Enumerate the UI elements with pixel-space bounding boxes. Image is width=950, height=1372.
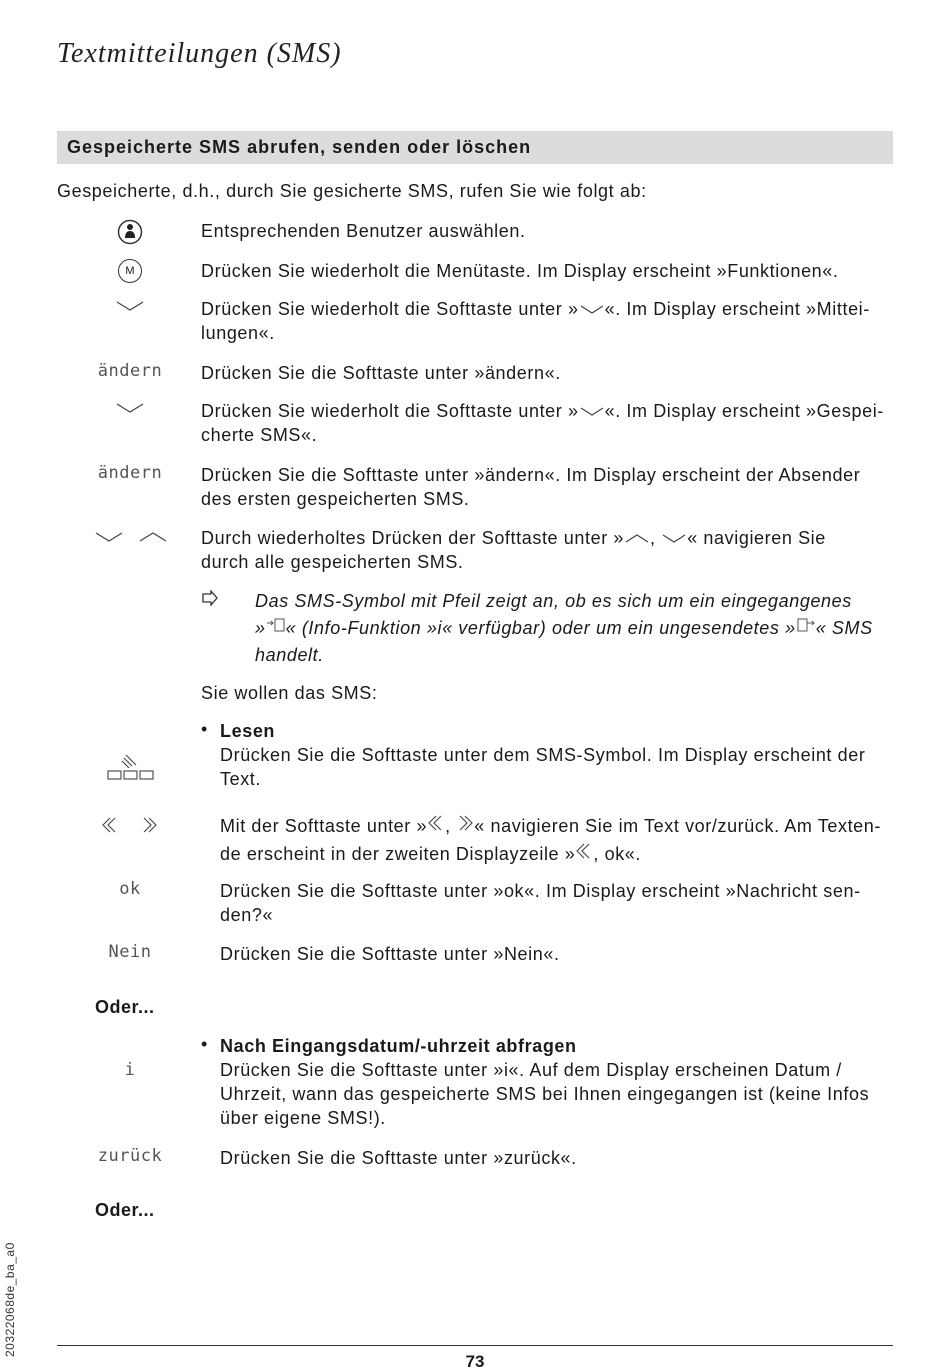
chevron-down-icon [579,405,605,417]
chevron-up-icon [624,532,650,544]
step-text: Drücken Sie die Softtaste unter »ändern«. Im Display erscheint der Absender des ersten gespeicherten SMS. [201,465,861,509]
display-softkey-aendern: ändern [97,463,163,483]
option-date-title: Nach Eingangsdatum/-uhrzeit abfragen [220,1036,577,1056]
intro-text: Gespeicherte, d.h., durch Sie gesicherte SMS, rufen Sie wie folgt ab: [57,181,647,201]
sms-symbol-icon [80,752,180,787]
section-title: Gespeicherte SMS abrufen, senden oder löschen [67,137,532,157]
step-text: Drücken Sie die Softtaste unter »Nein«. [220,944,560,964]
chevron-down-icon [80,401,180,420]
option-read-text: Drücken Sie die Softtaste unter dem SMS-Symbol. Im Display erscheint der Text. [220,745,866,789]
display-softkey-zurueck: zurück [97,1146,163,1166]
double-chevron-left-icon [427,814,445,832]
option-date [220,1034,892,1130]
bullet-icon: • [201,719,208,739]
chevron-down-icon [579,303,605,315]
user-key-icon [80,219,180,250]
menu-key-icon: M [80,259,180,283]
step-text: Drücken Sie wiederholt die Softtaste unter » «. Im Display erscheint »Mittei- lungen«. [201,299,870,343]
sms-incoming-icon [266,616,286,634]
chevron-down-icon [661,532,687,544]
step-text: Drücken Sie wiederholt die Softtaste unter » «. Im Display erscheint »Gespei- cherte SMS«. [201,401,884,445]
display-softkey-i: i [124,1060,136,1080]
double-chevron-left-right-icon [80,816,180,839]
footer-divider [57,1345,893,1346]
chevron-down-icon [80,299,180,318]
step-text: Drücken Sie die Softtaste unter »ändern«. [201,363,561,383]
step-text: Drücken Sie die Softtaste unter »zurück«. [220,1148,577,1168]
display-softkey-aendern: ändern [97,361,163,381]
doc-code: 20322068de_ba_a0 [3,1242,17,1357]
section-header [57,131,893,164]
display-softkey-ok: ok [119,879,141,899]
double-chevron-left-icon [575,842,593,860]
oder-label: Oder... [95,997,155,1017]
option-read-title: Lesen [220,721,276,741]
double-chevron-right-icon [456,814,474,832]
note-arrow-icon [201,590,219,611]
step-text: Mit der Softtaste unter » , « navigieren Sie im Text vor/zurück. Am Texten- de erscheint in der zweiten Displayzeile » , ok«. [220,816,881,864]
step-text: Drücken Sie wiederholt die Menütaste. Im Display erscheint »Funktionen«. [201,261,839,281]
note-text: Das SMS-Symbol mit Pfeil zeigt an, ob es sich um ein eingegangenes » « (Info-Funktion »i« verfügbar) oder um ein ungesendetes » « SMS handelt. [255,591,873,665]
bullet-icon: • [201,1034,208,1054]
step-text: Durch wiederholtes Drücken der Softtaste unter » , « navigieren Sie durch alle gespeicherten SMS. [201,528,826,572]
step-text: Entsprechenden Benutzer auswählen. [201,221,526,241]
chevron-down-up-icon [80,530,180,549]
chapter-title: Textmitteilungen (SMS) [57,38,342,69]
oder-label: Oder... [95,1200,155,1220]
want-label: Sie wollen das SMS: [201,683,378,703]
option-date-text: Drücken Sie die Softtaste unter »i«. Auf dem Display erscheinen Datum / Uhrzeit, wann das gespeicherte SMS bei Ihnen eingegangen ist (keine Infos über eigene SMS!). [220,1060,870,1128]
sms-outgoing-icon [796,616,816,634]
display-softkey-nein: Nein [108,942,152,962]
step-text: Drücken Sie die Softtaste unter »ok«. Im Display erscheint »Nachricht sen-den?« [220,881,861,925]
option-read [220,719,892,791]
page-number: 73 [465,1352,485,1371]
